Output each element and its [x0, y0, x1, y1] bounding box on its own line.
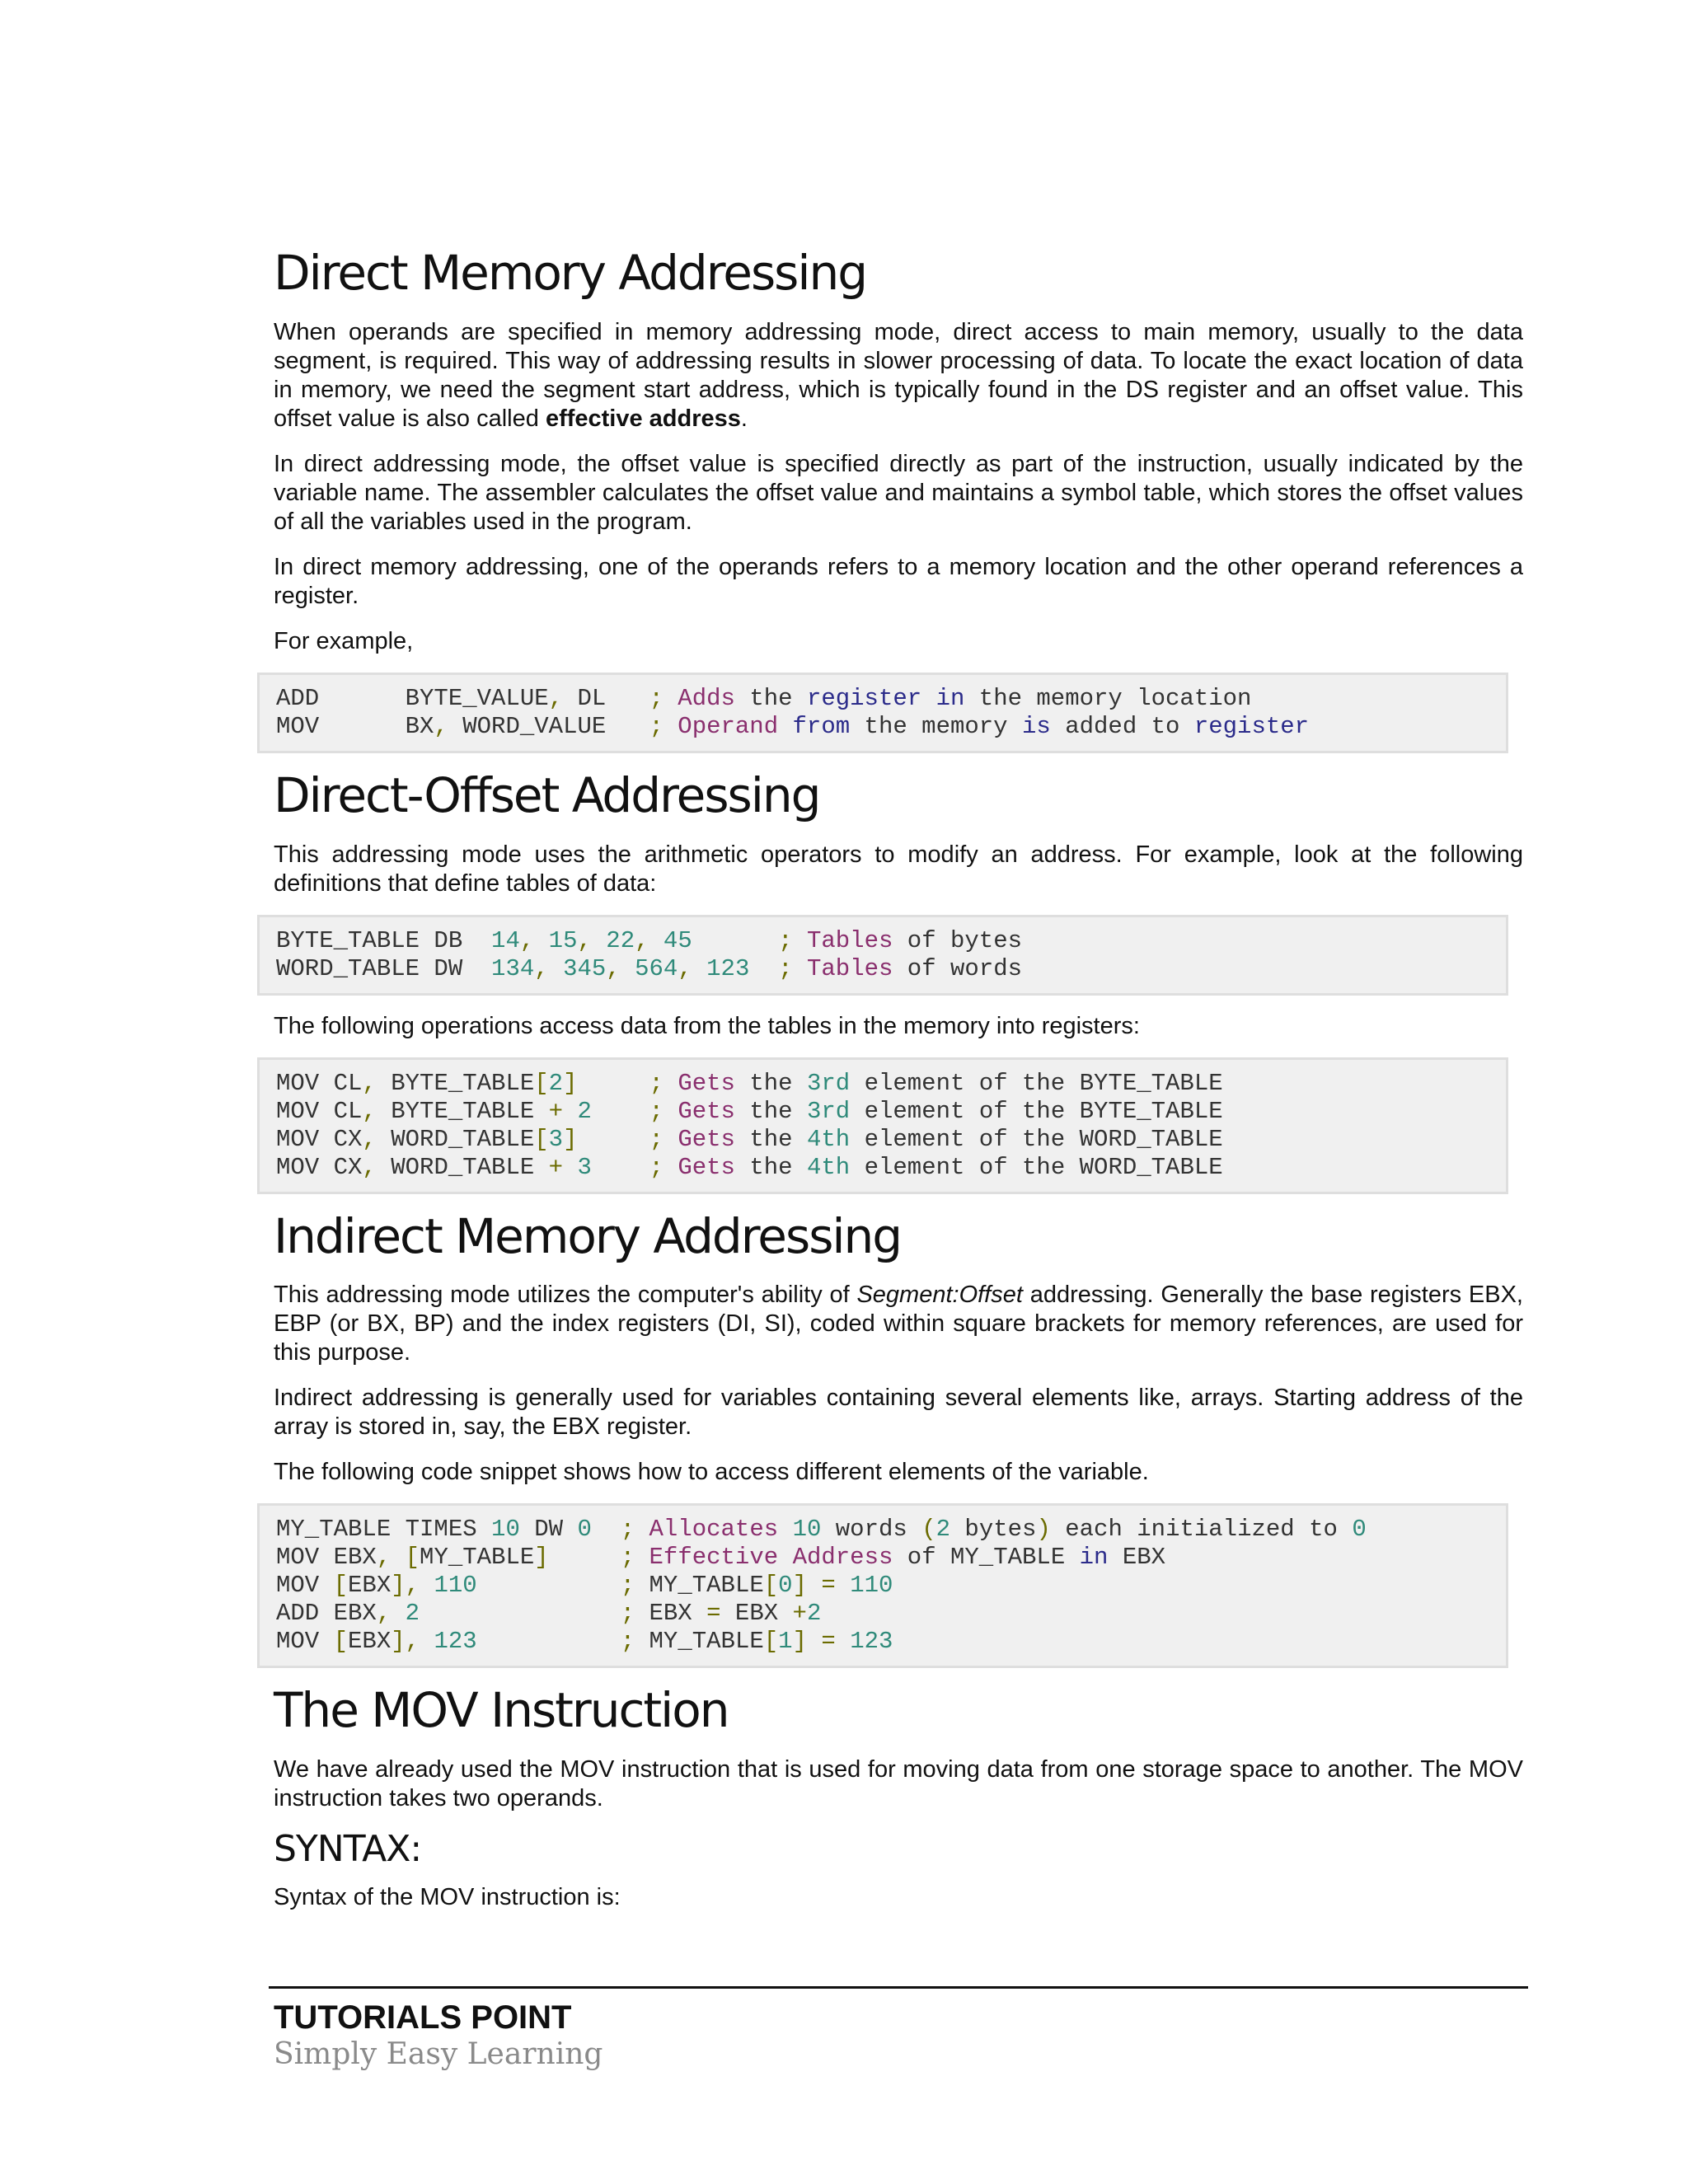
syntax-heading: SYNTAX:	[274, 1828, 422, 1871]
direct-paragraph-3: In direct memory addressing, one of the operands refers to a memory location and the other operand references a register.	[274, 553, 1523, 609]
code-line: WORD_TABLE DW 134, 345, 564, 123 ; Tables of words	[276, 954, 1023, 982]
footer-tagline: Simply Easy Learning	[274, 2037, 603, 2071]
code-line: MOV CL, BYTE_TABLE[2] ; Gets the 3rd element of the BYTE_TABLE	[276, 1069, 1223, 1097]
document-page	[274, 247, 1523, 1929]
code-line: MOV [EBX], 110 ; MY_TABLE[0] = 110	[276, 1572, 893, 1600]
direct-paragraph-2: In direct addressing mode, the offset value is specified directly as part of the instruction, usually indicated by the variable name. The assembler calculates the offset value and maintains a symbol table, which stores the offset values of all the variables used in the program.	[274, 450, 1523, 535]
section-title-mov: The MOV Instruction	[274, 1682, 729, 1739]
code-line: BYTE_TABLE DB 14, 15, 22, 45 ; Tables of bytes	[276, 926, 1023, 954]
indirect-p1-text-b: addressing. Generally the base registers EBX, EBP (or BX, BP) and the index registers (DI, SI), coded within square brackets for memory references, are used for this purpose.	[274, 1282, 1523, 1366]
code-block-tables-access	[257, 1057, 1508, 1194]
code-line: MOV BX, WORD_VALUE ; Operand from the memory is added to register	[276, 712, 1310, 740]
direct-p1-end: .	[740, 405, 748, 432]
code-line: ADD BYTE_VALUE, DL ; Adds the register in the memory location	[276, 684, 1252, 712]
code-block-indirect-example	[257, 1503, 1508, 1668]
segment-offset-term: Segment:Offset	[856, 1282, 1023, 1309]
effective-address-term: effective address	[545, 405, 741, 432]
code-line: MOV EBX, [MY_TABLE] ; Effective Address of MY_TABLE in EBX	[276, 1544, 1166, 1572]
indirect-paragraph-3: The following code snippet shows how to access different elements of the variable.	[274, 1459, 1149, 1486]
code-line: MOV CX, WORD_TABLE + 3 ; Gets the 4th element of the WORD_TABLE	[276, 1153, 1223, 1181]
direct-paragraph-1	[274, 318, 1523, 434]
direct-offset-paragraph-1: This addressing mode uses the arithmetic operators to modify an address. For example, look at the following definitions that define tables of data:	[274, 841, 1523, 897]
indirect-paragraph-2: Indirect addressing is generally used for variables containing several elements like, arrays. Starting address of the array is stored in, say, the EBX register.	[274, 1385, 1523, 1441]
mov-paragraph-1: We have already used the MOV instruction that is used for moving data from one storage space to another. The MOV instruction takes two operands.	[274, 1756, 1523, 1812]
code-block-direct-example	[257, 673, 1508, 753]
footer-divider	[269, 1986, 1528, 1989]
code-line: MOV CL, BYTE_TABLE + 2 ; Gets the 3rd element of the BYTE_TABLE	[276, 1097, 1223, 1125]
indirect-paragraph-1	[274, 1281, 1523, 1367]
code-line: MY_TABLE TIMES 10 DW 0 ; Allocates 10 words (2 bytes) each initialized to 0	[276, 1516, 1367, 1544]
code-line: MOV CX, WORD_TABLE[3] ; Gets the 4th element of the WORD_TABLE	[276, 1125, 1223, 1153]
code-block-tables-def	[257, 915, 1508, 996]
code-line: MOV [EBX], 123 ; MY_TABLE[1] = 123	[276, 1628, 893, 1656]
mov-paragraph-2: Syntax of the MOV instruction is:	[274, 1883, 621, 1910]
indirect-p1-text-a: This addressing mode utilizes the computer's ability of	[274, 1282, 857, 1309]
code-line: ADD EBX, 2 ; EBX = EBX +2	[276, 1600, 822, 1628]
section-title-direct: Direct Memory Addressing	[274, 245, 867, 301]
direct-paragraph-4: For example,	[274, 627, 414, 654]
direct-p1-text: When operands are specified in memory addressing mode, direct access to main memory, usually to the data segment, is required. This way of addressing results in slower processing of data. To locate the exact location of data in memory, we need the segment start address, which is typically found in the DS register and an offset value. This offset value is also called	[274, 318, 1523, 432]
direct-offset-paragraph-2: The following operations access data from the tables in the memory into registers:	[274, 1012, 1140, 1039]
section-title-direct-offset: Direct-Offset Addressing	[274, 766, 820, 823]
footer-brand: TUTORIALS POINT	[274, 1999, 572, 2036]
section-title-indirect: Indirect Memory Addressing	[274, 1207, 902, 1264]
